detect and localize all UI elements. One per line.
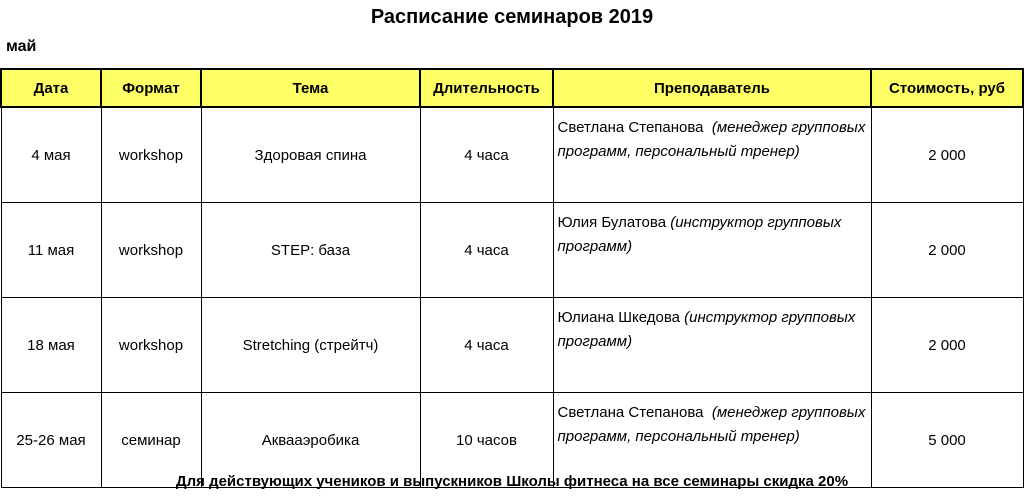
- cell-price: 2 000: [871, 107, 1023, 203]
- cell-price: 2 000: [871, 298, 1023, 393]
- cell-format: workshop: [101, 203, 201, 298]
- cell-topic: Stretching (стрейтч): [201, 298, 420, 393]
- cell-format: семинар: [101, 393, 201, 488]
- teacher-name: Юлия Булатова: [557, 214, 667, 231]
- cell-price: 5 000: [871, 393, 1023, 488]
- cell-date: 11 мая: [1, 203, 101, 298]
- column-header-topic: Тема: [201, 69, 420, 107]
- teacher-name: Юлиана Шкедова: [557, 309, 680, 326]
- cell-teacher: [553, 203, 871, 298]
- cell-teacher: [553, 107, 871, 203]
- cell-topic: Аквааэробика: [201, 393, 420, 488]
- month-label: май: [6, 38, 37, 55]
- schedule-table: [0, 68, 1024, 488]
- cell-duration: 10 часов: [420, 393, 553, 488]
- table-row: [1, 203, 1023, 298]
- discount-note: Для действующих учеников и выпускников Школы фитнеса на все семинары скидка 20%: [175, 473, 849, 490]
- teacher-name: Светлана Степанова: [557, 119, 704, 136]
- cell-price: 2 000: [871, 203, 1023, 298]
- teacher-role: (инструктор групповых программ): [557, 214, 842, 255]
- cell-duration: 4 часа: [420, 298, 553, 393]
- cell-date: 18 мая: [1, 298, 101, 393]
- table-row: [1, 107, 1023, 203]
- column-header-date: Дата: [1, 69, 101, 107]
- cell-duration: 4 часа: [420, 203, 553, 298]
- teacher-role: (инструктор групповых программ): [557, 309, 856, 350]
- column-header-price: Стоимость, руб: [871, 69, 1023, 107]
- teacher-name: Светлана Степанова: [557, 404, 704, 421]
- cell-format: workshop: [101, 298, 201, 393]
- column-header-duration: Длительность: [420, 69, 553, 107]
- cell-date: 25-26 мая: [1, 393, 101, 488]
- cell-duration: 4 часа: [420, 107, 553, 203]
- cell-teacher: [553, 298, 871, 393]
- column-header-format: Формат: [101, 69, 201, 107]
- table-header-row: [1, 69, 1023, 107]
- teacher-role: (менеджер групповых программ, персональный тренер): [557, 119, 866, 160]
- cell-topic: Здоровая спина: [201, 107, 420, 203]
- teacher-role: (менеджер групповых программ, персональный тренер): [557, 404, 866, 445]
- table-row: [1, 298, 1023, 393]
- page-title: Расписание семинаров 2019: [370, 6, 654, 28]
- column-header-teacher: Преподаватель: [553, 69, 871, 107]
- cell-date: 4 мая: [1, 107, 101, 203]
- cell-format: workshop: [101, 107, 201, 203]
- cell-topic: STEP: база: [201, 203, 420, 298]
